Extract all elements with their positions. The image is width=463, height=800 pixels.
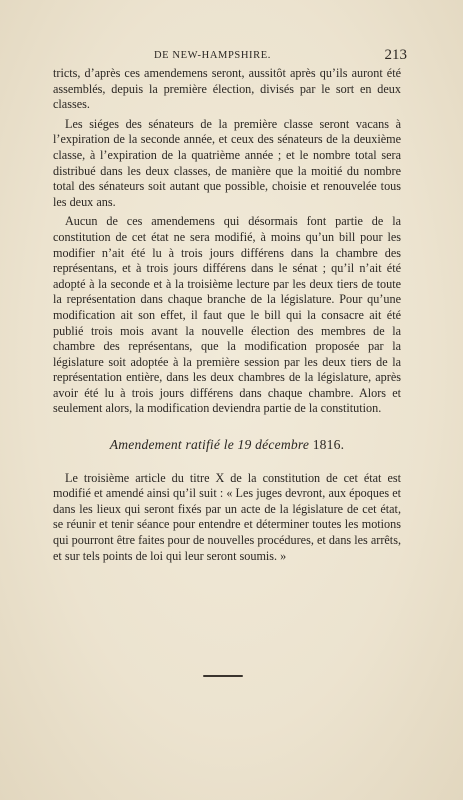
running-title: DE NEW-HAMPSHIRE. [154,50,271,61]
paragraph-continued: tricts, d’après ces amendemens seront, aussitôt après qu’ils auront été assemblés, depuis la première élection, divisés par le sort en deux classes. [53,66,401,112]
section-heading-text: Amendement ratifié le 19 décembre [109,437,310,453]
section-heading-year: 1816. [312,437,345,453]
page-number: 213 [384,47,407,63]
paragraph-amendment-procedure: Aucun de ces amendemens qui désormais font partie de la constitution de cet état ne sera modifié, à moins qu’un bill pour les modifier n’ait été lu à trois jours différens dans la chambre des représentans, et à trois jours différens dans le sénat ; qu’il n’ait été adopté à la seconde et à la troisième lecture par les deux tiers de toute la représentation dans chaque branche de la législature. Pour qu’une modification ait son effet, il faut que le bill qui la consacre ait été publié trois mois avant la nouvelle élection des membres de la chambre des représentans, que la modification proposée par la législature soit adoptée à la première session par les deux tiers de la représentation entière, dans les deux chambres de la législature, après avoir été lu à trois jours différens dans chaque chambre. Alors et seulement alors, la modification deviendra partie de la constitution. [53,214,401,416]
paragraph-senate-seats: Les siéges des sénateurs de la première classe seront vacans à l’expiration de la seconde année, et ceux des sénateurs de la deuxième classe, à l’expiration de la quatrième année ; et le nombre total sera distribué dans les deux classes, de manière que la moitié du nombre total des sénateurs soit autant que possible, choisie et renouvelée tous les deux ans. [53,116,401,209]
section-heading [53,437,401,453]
closing-rule [203,675,243,677]
paragraph-judges-article: Le troisième article du titre X de la constitution de cet état est modifié et amendé ainsi qu’il suit : « Les juges devront, aux époques et dans les lieux qui seront fixés par un acte de la législature de cet état, se réunir et tenir séance pour entendre et déterminer toutes les motions qui pourront être faites pour de nouvelles procédures, et dans les arrêts, et sur tels points de loi qui leur seront soumis. » [53,470,401,563]
body-text [53,66,401,564]
